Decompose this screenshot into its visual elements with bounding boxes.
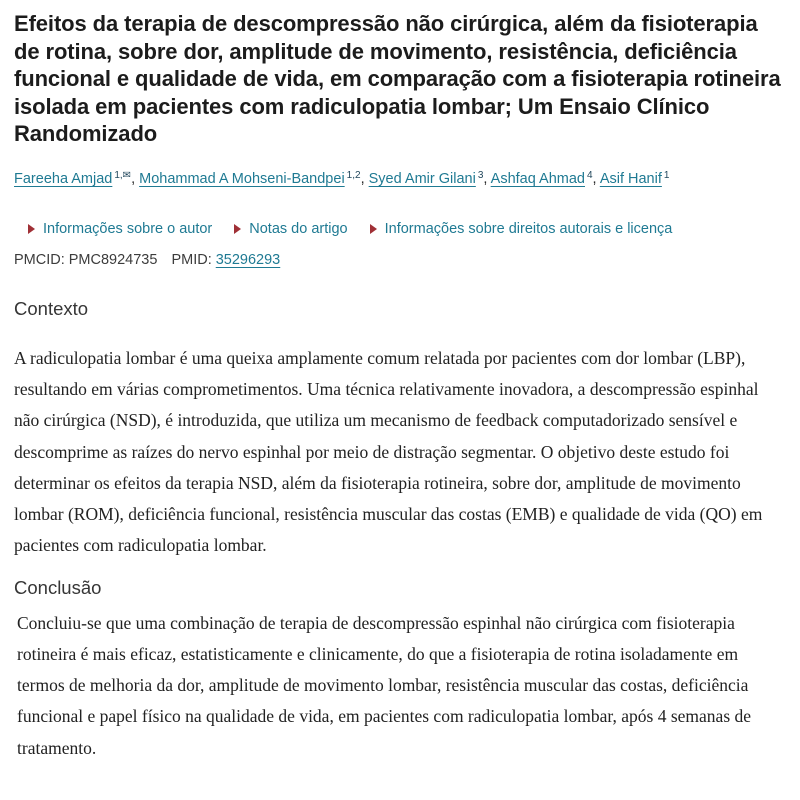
author (600, 171, 670, 187)
section-heading-contexto: Contexto (14, 298, 89, 320)
pmcid-value: PMC8924735 (68, 252, 158, 269)
article-ids-row (14, 252, 782, 268)
author-separator: , (131, 171, 140, 188)
author-affiliation: 1 (663, 169, 670, 181)
author (139, 171, 369, 187)
article-title: Efeitos da terapia de descompressão não cirúrgica, além da fisioterapia de rotina, sobre dor, amplitude de movimento, resistência, deficiência funcional e qualidade de vida, em comparação com a fisioterapia rotineira isolada em pacientes com radiculopatia lombar; Um Ensaio Clínico Randomizado (14, 11, 781, 146)
meta-link-article-notes[interactable]: Notas do artigo (249, 221, 348, 238)
arrow-right-icon (370, 224, 377, 234)
author-affiliation: 3 (477, 169, 484, 181)
pmid-label: PMID: (171, 252, 212, 269)
author-link-asif-hanif[interactable]: Asif Hanif (599, 171, 662, 188)
author-affiliation-corresponding: 1,✉ (114, 169, 132, 181)
author-affiliation: 1,2 (346, 169, 361, 181)
author-separator: , (483, 171, 491, 188)
author (14, 171, 139, 187)
meta-item (370, 221, 673, 237)
author (491, 171, 600, 187)
author-link-syed-amir-gilani[interactable]: Syed Amir Gilani (368, 171, 476, 188)
author-separator: , (360, 171, 369, 188)
pmcid-label: PMCID: (14, 252, 65, 269)
authors-row (14, 168, 782, 192)
section-heading-conclusao: Conclusão (14, 577, 102, 599)
author (369, 171, 491, 187)
pmid-group (171, 252, 280, 268)
section-body-conclusao: Concluiu-se que uma combinação de terapia de descompressão espinhal não cirúrgica com fisioterapia rotineira é mais eficaz, estatisticamente e clinicamente, do que a fisioterapia de rotina isoladamente em termos de melhoria da dor, amplitude de movimento lombar, resistência muscular das costas, deficiência funcional e papel físico na qualidade de vida, em pacientes com radiculopatia lombar, após 4 semanas de tratamento. (17, 613, 752, 758)
meta-item (234, 221, 347, 237)
section-body-contexto: A radiculopatia lombar é uma queixa amplamente comum relatada por pacientes com dor lombar (LBP), resultando em várias comprometimentos. Uma técnica relativamente inovadora, a descompressão espinhal não cirúrgica (NSD), é introduzida, que utiliza um mecanismo de feedback computadorizado sensível e descomprime as raízes do nervo espinhal por meio de distração segmentar. O objetivo deste estudo foi determinar os efeitos da terapia NSD, além da fisioterapia rotineira, sobre dor, amplitude de movimento lombar (ROM), deficiência funcional, resistência muscular das costas (EMB) e qualidade de vida (QO) em pacientes com radiculopatia lombar. (14, 348, 763, 555)
arrow-right-icon (28, 224, 35, 234)
author-link-mohammad-mohseni-bandpei[interactable]: Mohammad A Mohseni-Bandpei (139, 171, 345, 188)
author-affiliation: 4 (586, 169, 593, 181)
pmid-link[interactable]: 35296293 (215, 252, 281, 269)
article-meta-links (14, 221, 782, 237)
author-link-ashfaq-ahmad[interactable]: Ashfaq Ahmad (490, 171, 585, 188)
arrow-right-icon (234, 224, 241, 234)
meta-item (28, 221, 212, 237)
meta-link-author-info[interactable]: Informações sobre o autor (43, 221, 213, 238)
pmcid-group (14, 252, 161, 268)
author-link-fareeha-amjad[interactable]: Fareeha Amjad (14, 171, 113, 188)
author-separator: , (592, 171, 600, 188)
meta-link-copyright-license[interactable]: Informações sobre direitos autorais e licença (384, 221, 673, 238)
